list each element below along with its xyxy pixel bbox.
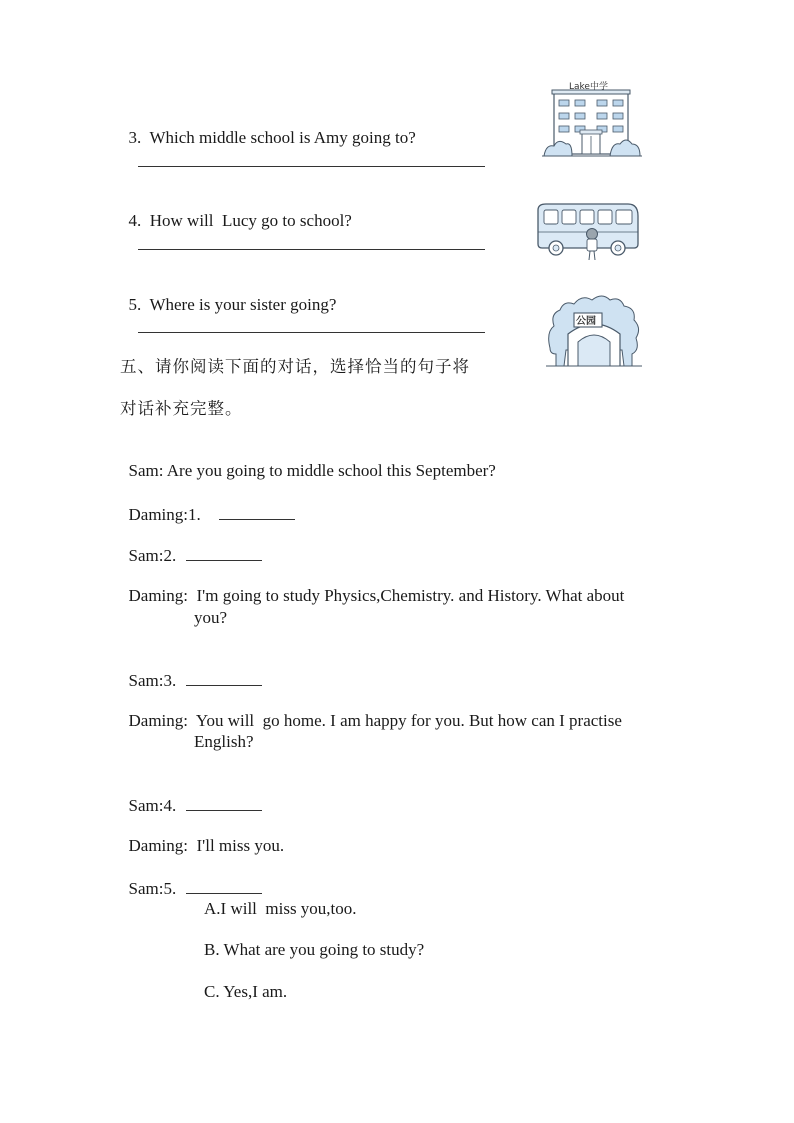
answer-blank-3[interactable] bbox=[186, 669, 262, 686]
dialogue-line-3 bbox=[120, 524, 262, 566]
question-3 bbox=[120, 108, 416, 148]
speaker-label: Daming: bbox=[128, 505, 188, 524]
dialogue-line-6 bbox=[120, 691, 622, 731]
dialogue-continuation: you? bbox=[194, 608, 228, 627]
section-heading-line1: 五、请你阅读下面的对话，选择恰当的句子将 bbox=[120, 357, 470, 376]
dialogue-text: I'll miss you. bbox=[196, 836, 285, 855]
question-number: 5. bbox=[128, 295, 142, 314]
dialogue-text: Are you going to middle school this September? bbox=[166, 461, 496, 480]
option-a: A.I will miss you,too. bbox=[204, 899, 357, 918]
option-c: C. Yes,I am. bbox=[204, 982, 288, 1001]
question-text: How will Lucy go to school? bbox=[149, 211, 352, 230]
speaker-label: Sam: bbox=[128, 461, 164, 480]
answer-line-5[interactable] bbox=[138, 332, 485, 333]
question-number: 3. bbox=[128, 128, 142, 147]
answer-blank-2[interactable] bbox=[186, 544, 262, 561]
answer-line-3[interactable] bbox=[138, 166, 485, 167]
blank-number: 3. bbox=[163, 671, 177, 690]
speaker-label: Daming: bbox=[128, 711, 188, 730]
school-sign-text: Lake中学 bbox=[569, 82, 608, 92]
answer-blank-5[interactable] bbox=[186, 877, 262, 894]
question-text: Which middle school is Amy going to? bbox=[149, 128, 416, 147]
answer-blank-4[interactable] bbox=[186, 794, 262, 811]
dialogue-line-5 bbox=[120, 649, 262, 691]
answer-blank-1[interactable] bbox=[219, 503, 295, 520]
park-gate-illustration bbox=[546, 288, 642, 372]
question-number: 4. bbox=[128, 211, 142, 230]
dialogue-line-1 bbox=[120, 441, 496, 481]
dialogue-line-9 bbox=[120, 857, 262, 899]
blank-number: 5. bbox=[163, 879, 177, 898]
dialogue-text: I'm going to study Physics,Chemistry. and History. What about bbox=[196, 586, 625, 605]
speaker-label: Sam: bbox=[128, 671, 164, 690]
blank-number: 2. bbox=[163, 546, 177, 565]
dialogue-line-7 bbox=[120, 774, 262, 816]
dialogue-continuation: English? bbox=[194, 732, 254, 751]
school-building-illustration bbox=[542, 78, 642, 160]
blank-number: 1. bbox=[188, 505, 201, 524]
speaker-label: Sam: bbox=[128, 879, 164, 898]
dialogue-line-8 bbox=[120, 816, 284, 856]
section-heading-line2: 对话补充完整。 bbox=[120, 399, 243, 418]
dialogue-text: You will go home. I am happy for you. But how can I practise bbox=[195, 711, 622, 730]
speaker-label: Sam: bbox=[128, 546, 164, 565]
dialogue-line-2 bbox=[120, 483, 295, 525]
question-4 bbox=[120, 191, 352, 231]
dialogue-line-4 bbox=[120, 566, 624, 606]
speaker-label: Daming: bbox=[128, 836, 188, 855]
option-b: B. What are you going to study? bbox=[204, 940, 425, 959]
bus-illustration bbox=[534, 200, 642, 266]
question-5 bbox=[120, 275, 336, 315]
park-sign-text: 公园 bbox=[576, 316, 596, 327]
question-text: Where is your sister going? bbox=[149, 295, 337, 314]
speaker-label: Sam: bbox=[128, 796, 164, 815]
speaker-label: Daming: bbox=[128, 586, 188, 605]
answer-line-4[interactable] bbox=[138, 249, 485, 250]
blank-number: 4. bbox=[163, 796, 177, 815]
